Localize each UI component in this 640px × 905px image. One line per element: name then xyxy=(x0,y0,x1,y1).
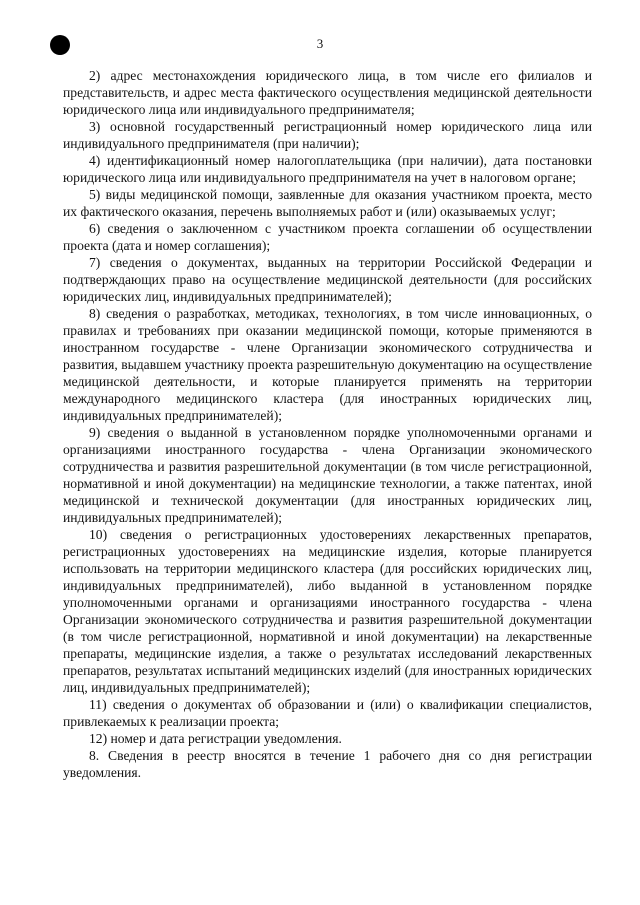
paragraph-item-11: 11) сведения о документах об образовании и (или) о квалификации специалистов, привлекаемых к реализации проекта; xyxy=(63,697,592,729)
document-body xyxy=(63,67,592,781)
paragraph-item-12: 12) номер и дата регистрации уведомления. xyxy=(89,731,342,746)
paragraph-item-8: 8) сведения о разработках, методиках, технологиях, в том числе инновационных, о правилах и требованиях при оказании медицинской помощи, которые применяются в иностранном государстве - члене Организации экономического сотрудничества и развития, выдавшем участнику проекта разрешительную документацию на осуществление медицинской деятельности, и которые планируется применять на территории международного медицинского кластера (для иностранных юридических лиц, индивидуальных предпринимателей); xyxy=(63,306,592,423)
paragraph-item-10: 10) сведения о регистрационных удостоверениях лекарственных препаратов, регистрационных удостоверениях на медицинские изделия, которые планируется использовать на территории медицинского кластера (для российских юридических лиц, индивидуальных предпринимателей), либо выданной в установленном порядке уполномоченными органами и организациями иностранного государства - члена Организации экономического сотрудничества и развития разрешительной документации (в том числе регистрационной, нормативной и иной документации) на лекарственные препараты, медицинские изделия, а также о результатах исследований лекарственных препаратов, результатах испытаний медицинских изделий (для иностранных юридических лиц, индивидуальных предпринимателей); xyxy=(63,527,592,695)
paragraph-item-4: 4) идентификационный номер налогоплательщика (при наличии), дата постановки юридического лица или индивидуального предпринимателя на учет в налоговом органе; xyxy=(63,153,592,185)
paragraph-item-6: 6) сведения о заключенном с участником проекта соглашении об осуществлении проекта (дата и номер соглашения); xyxy=(63,221,592,253)
paragraph-item-3: 3) основной государственный регистрационный номер юридического лица или индивидуального предпринимателя (при наличии); xyxy=(63,119,592,151)
paragraph-item-5: 5) виды медицинской помощи, заявленные для оказания участником проекта, место их фактического оказания, перечень выполняемых работ и (или) оказываемых услуг; xyxy=(63,187,592,219)
paragraph-item-9: 9) сведения о выданной в установленном порядке уполномоченными органами и организациями иностранного государства - члена Организации экономического сотрудничества и развития разрешительной документации (в том числе регистрационной, нормативной и иной документации) на медицинские технологии, а также патентах, иной медицинской и технической документации (для иностранных юридических лиц, индивидуальных предпринимателей); xyxy=(63,425,592,525)
page-number: 3 xyxy=(316,36,324,51)
paragraph-item-2: 2) адрес местонахождения юридического лица, в том числе его филиалов и представительств, и адрес места фактического осуществления медицинской деятельности юридического лица или индивидуального предпринимателя; xyxy=(63,68,592,117)
paragraph-section-8: 8. Сведения в реестр вносятся в течение 1 рабочего дня со дня регистрации уведомления. xyxy=(63,748,592,780)
paragraph-item-7: 7) сведения о документах, выданных на территории Российской Федерации и подтверждающих право на осуществление медицинской деятельности (для российских юридических лиц, индивидуальных предпринимателей); xyxy=(63,255,592,304)
